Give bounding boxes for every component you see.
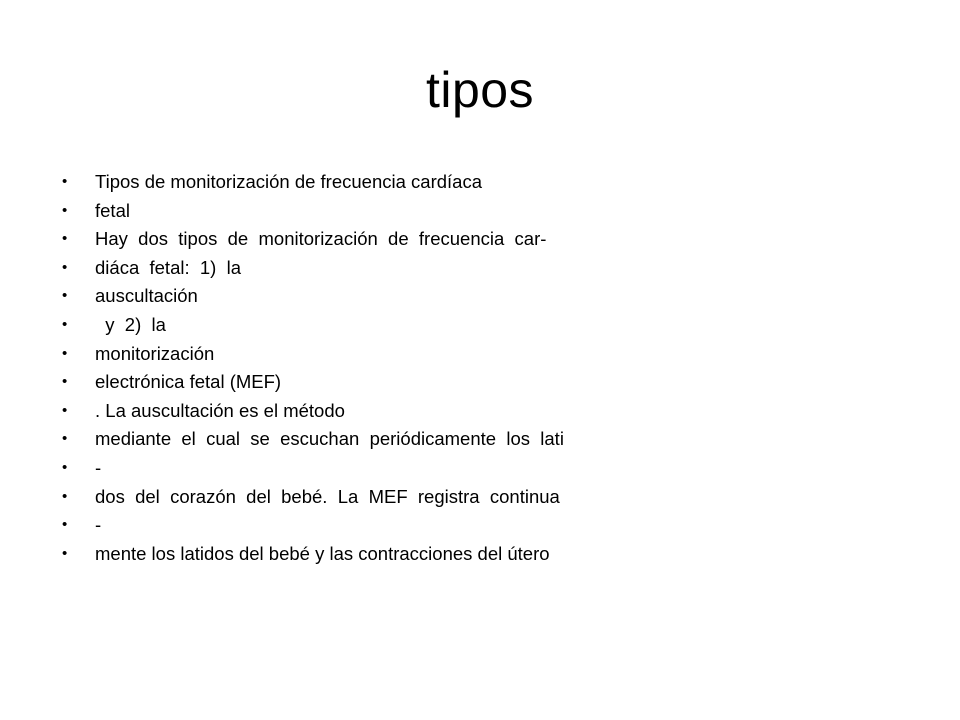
list-item — [62, 168, 902, 197]
bullet-dot-icon: • — [62, 458, 68, 476]
bullet-text: . La auscultación es el método — [95, 399, 345, 421]
bullet-text: fetal — [95, 199, 130, 221]
bullet-text: Tipos de monitorización de frecuencia cardíaca — [95, 171, 482, 192]
bullet-text: y 2) la — [95, 313, 166, 335]
bullet-dot-icon: • — [62, 173, 68, 190]
bullet-dot-icon: • — [62, 258, 68, 276]
bullet-text: - — [95, 456, 102, 478]
list-item — [62, 340, 902, 369]
bullet-dot-icon: • — [62, 401, 68, 419]
bullet-dot-icon: • — [62, 373, 68, 391]
bullet-dot-icon: • — [62, 287, 68, 305]
bullet-dot-icon: • — [62, 344, 68, 362]
bullet-text: mente los latidos del bebé y las contracciones del útero — [95, 542, 550, 564]
bullet-text: monitorización — [95, 342, 215, 364]
bullet-dot-icon: • — [62, 201, 68, 219]
list-item — [62, 483, 902, 512]
list-item — [62, 254, 902, 283]
bullet-list — [62, 168, 902, 568]
bullet-text: electrónica fetal (MEF) — [95, 371, 282, 393]
list-item — [62, 540, 902, 569]
bullet-text: Hay dos tipos de monitorización de frecuencia car- — [95, 228, 547, 250]
list-item — [62, 197, 902, 226]
bullet-text: mediante el cual se escuchan periódicamente los lati — [95, 428, 564, 450]
list-item — [62, 282, 902, 311]
bullet-dot-icon: • — [62, 544, 68, 562]
list-item — [62, 225, 902, 254]
list-item — [62, 454, 902, 483]
bullet-dot-icon: • — [62, 487, 68, 505]
list-item — [62, 511, 902, 540]
list-item — [62, 425, 902, 454]
list-item — [62, 368, 902, 397]
bullet-dot-icon: • — [62, 516, 68, 534]
bullet-dot-icon: • — [62, 230, 68, 248]
bullet-text: diáca fetal: 1) la — [95, 256, 242, 278]
bullet-text: - — [95, 514, 102, 536]
list-item — [62, 397, 902, 426]
list-item — [62, 311, 902, 340]
bullet-text: auscultación — [95, 285, 198, 307]
bullet-dot-icon: • — [62, 430, 68, 448]
bullet-text: dos del corazón del bebé. La MEF registra continua — [95, 485, 560, 507]
bullet-dot-icon: • — [62, 315, 68, 333]
slide-title: tipos — [425, 62, 535, 118]
